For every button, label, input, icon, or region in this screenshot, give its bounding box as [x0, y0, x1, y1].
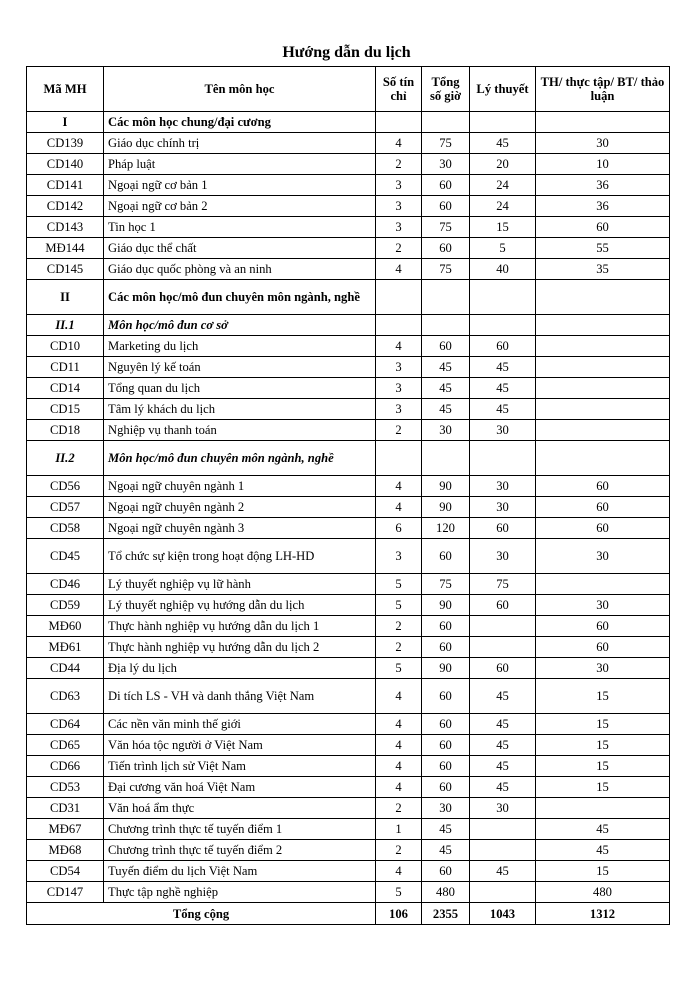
total-theory: 1043	[470, 903, 536, 925]
cell-code: CD145	[27, 259, 104, 280]
table-header	[27, 67, 670, 112]
cell-credits: 3	[376, 357, 422, 378]
cell-code: CD142	[27, 196, 104, 217]
cell-total-hours: 60	[422, 861, 470, 882]
cell-code: CD59	[27, 595, 104, 616]
cell-credits: 4	[376, 735, 422, 756]
cell-credits	[376, 112, 422, 133]
cell-code: CD56	[27, 476, 104, 497]
cell-course-name: Đại cương văn hoá Việt Nam	[104, 777, 376, 798]
cell-theory: 45	[470, 679, 536, 714]
cell-total-hours	[422, 280, 470, 315]
table-row	[27, 756, 670, 777]
cell-course-name: Môn học/mô đun chuyên môn ngành, nghề	[104, 441, 376, 476]
cell-total-hours: 60	[422, 336, 470, 357]
cell-credits: 4	[376, 679, 422, 714]
cell-course-name: Tuyến điểm du lịch Việt Nam	[104, 861, 376, 882]
cell-total-hours: 60	[422, 539, 470, 574]
cell-course-name: Thực hành nghiệp vụ hướng dẫn du lịch 1	[104, 616, 376, 637]
cell-code: CD54	[27, 861, 104, 882]
cell-theory: 60	[470, 336, 536, 357]
cell-code: CD46	[27, 574, 104, 595]
cell-practice	[536, 441, 670, 476]
cell-total-hours: 60	[422, 238, 470, 259]
cell-total-hours: 60	[422, 735, 470, 756]
cell-theory: 20	[470, 154, 536, 175]
cell-credits: 1	[376, 819, 422, 840]
cell-practice	[536, 336, 670, 357]
cell-code: CD66	[27, 756, 104, 777]
cell-theory: 45	[470, 357, 536, 378]
cell-course-name: Tiến trình lịch sử Việt Nam	[104, 756, 376, 777]
cell-practice: 55	[536, 238, 670, 259]
cell-theory	[470, 112, 536, 133]
table-row	[27, 196, 670, 217]
header-theory: Lý thuyết	[470, 67, 536, 112]
cell-total-hours	[422, 112, 470, 133]
cell-theory: 75	[470, 574, 536, 595]
cell-theory: 45	[470, 714, 536, 735]
cell-credits: 3	[376, 217, 422, 238]
cell-theory: 5	[470, 238, 536, 259]
cell-course-name: Pháp luật	[104, 154, 376, 175]
cell-total-hours: 30	[422, 420, 470, 441]
cell-total-hours: 75	[422, 574, 470, 595]
table-body	[27, 112, 670, 903]
cell-total-hours: 30	[422, 154, 470, 175]
cell-code: CD31	[27, 798, 104, 819]
cell-theory: 60	[470, 658, 536, 679]
table-row	[27, 336, 670, 357]
cell-course-name: Chương trình thực tế tuyến điểm 1	[104, 819, 376, 840]
table-row	[27, 595, 670, 616]
cell-course-name: Ngoại ngữ cơ bản 1	[104, 175, 376, 196]
cell-credits: 2	[376, 420, 422, 441]
cell-total-hours: 90	[422, 595, 470, 616]
cell-credits: 4	[376, 476, 422, 497]
cell-course-name: Ngoại ngữ chuyên ngành 3	[104, 518, 376, 539]
total-label: Tổng cộng	[27, 903, 376, 925]
table-row	[27, 714, 670, 735]
cell-theory: 30	[470, 798, 536, 819]
cell-credits	[376, 280, 422, 315]
cell-practice	[536, 315, 670, 336]
table-row	[27, 735, 670, 756]
cell-credits	[376, 441, 422, 476]
table-row	[27, 518, 670, 539]
cell-total-hours: 45	[422, 399, 470, 420]
cell-practice: 36	[536, 175, 670, 196]
table-row	[27, 574, 670, 595]
cell-code: II.2	[27, 441, 104, 476]
cell-practice: 15	[536, 777, 670, 798]
cell-course-name: Môn học/mô đun cơ sở	[104, 315, 376, 336]
cell-course-name: Địa lý du lịch	[104, 658, 376, 679]
table-row	[27, 476, 670, 497]
cell-credits: 6	[376, 518, 422, 539]
cell-course-name: Văn hóa tộc người ở Việt Nam	[104, 735, 376, 756]
cell-theory: 45	[470, 777, 536, 798]
cell-practice: 60	[536, 497, 670, 518]
table-row	[27, 175, 670, 196]
cell-practice: 60	[536, 476, 670, 497]
cell-practice: 15	[536, 756, 670, 777]
cell-practice: 30	[536, 133, 670, 154]
cell-total-hours: 90	[422, 476, 470, 497]
cell-code: CD45	[27, 539, 104, 574]
cell-code: II.1	[27, 315, 104, 336]
cell-practice: 45	[536, 840, 670, 861]
total-practice: 1312	[536, 903, 670, 925]
cell-code: CD14	[27, 378, 104, 399]
cell-practice: 480	[536, 882, 670, 903]
table-row	[27, 658, 670, 679]
cell-practice	[536, 574, 670, 595]
cell-code: I	[27, 112, 104, 133]
cell-code: CD141	[27, 175, 104, 196]
cell-total-hours: 45	[422, 840, 470, 861]
header-name: Tên môn học	[104, 67, 376, 112]
table-row	[27, 420, 670, 441]
table-row	[27, 861, 670, 882]
cell-total-hours: 120	[422, 518, 470, 539]
cell-total-hours: 45	[422, 357, 470, 378]
cell-code: CD139	[27, 133, 104, 154]
cell-practice	[536, 399, 670, 420]
cell-course-name: Giáo dục chính trị	[104, 133, 376, 154]
cell-credits: 4	[376, 497, 422, 518]
cell-course-name: Lý thuyết nghiệp vụ lữ hành	[104, 574, 376, 595]
table-row	[27, 399, 670, 420]
table-row	[27, 154, 670, 175]
table-row	[27, 679, 670, 714]
table-row	[27, 133, 670, 154]
cell-practice: 36	[536, 196, 670, 217]
cell-practice: 30	[536, 595, 670, 616]
cell-total-hours	[422, 441, 470, 476]
cell-practice	[536, 280, 670, 315]
cell-total-hours: 45	[422, 378, 470, 399]
cell-practice	[536, 357, 670, 378]
total-row	[27, 903, 670, 925]
subsection-row	[27, 441, 670, 476]
cell-course-name: Chương trình thực tế tuyến điểm 2	[104, 840, 376, 861]
table-row	[27, 357, 670, 378]
cell-credits: 4	[376, 259, 422, 280]
cell-credits: 5	[376, 595, 422, 616]
cell-credits: 2	[376, 238, 422, 259]
table-row	[27, 539, 670, 574]
cell-total-hours: 60	[422, 196, 470, 217]
cell-course-name: Giáo dục thể chất	[104, 238, 376, 259]
cell-theory	[470, 819, 536, 840]
cell-credits: 4	[376, 133, 422, 154]
header-total-hours: Tổng số giờ	[422, 67, 470, 112]
cell-credits: 3	[376, 539, 422, 574]
cell-practice: 60	[536, 637, 670, 658]
cell-credits: 2	[376, 840, 422, 861]
cell-code: CD63	[27, 679, 104, 714]
cell-practice: 15	[536, 679, 670, 714]
table-row	[27, 777, 670, 798]
cell-course-name: Tổng quan du lịch	[104, 378, 376, 399]
cell-code: CD57	[27, 497, 104, 518]
cell-total-hours: 60	[422, 637, 470, 658]
cell-theory: 60	[470, 518, 536, 539]
cell-theory	[470, 280, 536, 315]
cell-code: CD10	[27, 336, 104, 357]
cell-total-hours: 75	[422, 133, 470, 154]
cell-course-name: Các nền văn minh thế giới	[104, 714, 376, 735]
cell-code: MĐ144	[27, 238, 104, 259]
table-row	[27, 217, 670, 238]
cell-total-hours: 60	[422, 777, 470, 798]
cell-course-name: Tâm lý khách du lịch	[104, 399, 376, 420]
cell-credits: 2	[376, 616, 422, 637]
cell-total-hours: 90	[422, 658, 470, 679]
cell-theory: 15	[470, 217, 536, 238]
cell-code: MĐ60	[27, 616, 104, 637]
cell-credits: 4	[376, 756, 422, 777]
cell-total-hours: 60	[422, 714, 470, 735]
table-row	[27, 637, 670, 658]
cell-total-hours: 480	[422, 882, 470, 903]
cell-theory	[470, 315, 536, 336]
cell-practice: 15	[536, 714, 670, 735]
cell-credits: 5	[376, 882, 422, 903]
cell-theory: 60	[470, 595, 536, 616]
cell-theory: 30	[470, 476, 536, 497]
cell-course-name: Tổ chức sự kiện trong hoạt động LH-HD	[104, 539, 376, 574]
cell-practice: 15	[536, 735, 670, 756]
cell-code: CD11	[27, 357, 104, 378]
cell-course-name: Ngoại ngữ cơ bản 2	[104, 196, 376, 217]
cell-course-name: Thực tập nghề nghiệp	[104, 882, 376, 903]
cell-code: CD147	[27, 882, 104, 903]
cell-theory	[470, 637, 536, 658]
cell-credits: 4	[376, 714, 422, 735]
cell-theory: 30	[470, 497, 536, 518]
cell-course-name: Thực hành nghiệp vụ hướng dẫn du lịch 2	[104, 637, 376, 658]
curriculum-table	[26, 66, 670, 925]
cell-theory: 24	[470, 196, 536, 217]
cell-practice: 30	[536, 539, 670, 574]
cell-theory: 30	[470, 420, 536, 441]
table-row	[27, 840, 670, 861]
total-hours: 2355	[422, 903, 470, 925]
cell-credits: 5	[376, 574, 422, 595]
cell-theory	[470, 882, 536, 903]
cell-credits: 3	[376, 399, 422, 420]
table-row	[27, 882, 670, 903]
cell-course-name: Giáo dục quốc phòng và an ninh	[104, 259, 376, 280]
cell-practice: 60	[536, 518, 670, 539]
cell-practice: 60	[536, 217, 670, 238]
cell-total-hours: 30	[422, 798, 470, 819]
cell-total-hours: 60	[422, 616, 470, 637]
cell-code: CD65	[27, 735, 104, 756]
cell-credits: 3	[376, 175, 422, 196]
cell-course-name: Lý thuyết nghiệp vụ hướng dẫn du lịch	[104, 595, 376, 616]
subsection-row	[27, 315, 670, 336]
cell-course-name: Ngoại ngữ chuyên ngành 1	[104, 476, 376, 497]
cell-credits: 2	[376, 798, 422, 819]
cell-total-hours: 75	[422, 259, 470, 280]
cell-credits: 4	[376, 861, 422, 882]
cell-course-name: Di tích LS - VH và danh thắng Việt Nam	[104, 679, 376, 714]
table-row	[27, 259, 670, 280]
table-row	[27, 497, 670, 518]
cell-practice: 45	[536, 819, 670, 840]
cell-credits	[376, 315, 422, 336]
cell-theory	[470, 840, 536, 861]
table-row	[27, 798, 670, 819]
cell-code: CD53	[27, 777, 104, 798]
cell-theory: 45	[470, 378, 536, 399]
cell-total-hours	[422, 315, 470, 336]
section-row	[27, 280, 670, 315]
cell-code: MĐ67	[27, 819, 104, 840]
cell-code: II	[27, 280, 104, 315]
cell-code: CD58	[27, 518, 104, 539]
cell-practice	[536, 798, 670, 819]
cell-course-name: Marketing du lịch	[104, 336, 376, 357]
cell-credits: 5	[376, 658, 422, 679]
cell-code: CD15	[27, 399, 104, 420]
cell-theory: 30	[470, 539, 536, 574]
cell-practice: 15	[536, 861, 670, 882]
cell-total-hours: 60	[422, 175, 470, 196]
table-row	[27, 238, 670, 259]
cell-course-name: Các môn học/mô đun chuyên môn ngành, nghề	[104, 280, 376, 315]
cell-code: CD140	[27, 154, 104, 175]
cell-practice: 35	[536, 259, 670, 280]
cell-total-hours: 45	[422, 819, 470, 840]
cell-practice	[536, 112, 670, 133]
cell-practice: 10	[536, 154, 670, 175]
cell-theory: 40	[470, 259, 536, 280]
cell-theory: 24	[470, 175, 536, 196]
header-credits: Số tín chỉ	[376, 67, 422, 112]
table-row	[27, 378, 670, 399]
cell-theory: 45	[470, 756, 536, 777]
cell-credits: 4	[376, 777, 422, 798]
cell-course-name: Tin học 1	[104, 217, 376, 238]
total-credits: 106	[376, 903, 422, 925]
cell-code: CD143	[27, 217, 104, 238]
cell-theory: 45	[470, 861, 536, 882]
header-code: Mã MH	[27, 67, 104, 112]
header-practice: TH/ thực tập/ BT/ thảo luận	[536, 67, 670, 112]
cell-code: CD44	[27, 658, 104, 679]
cell-course-name: Nghiệp vụ thanh toán	[104, 420, 376, 441]
cell-course-name: Các môn học chung/đại cương	[104, 112, 376, 133]
cell-practice: 60	[536, 616, 670, 637]
cell-theory: 45	[470, 133, 536, 154]
cell-practice	[536, 378, 670, 399]
cell-credits: 3	[376, 196, 422, 217]
cell-code: CD64	[27, 714, 104, 735]
cell-course-name: Ngoại ngữ chuyên ngành 2	[104, 497, 376, 518]
table-row	[27, 819, 670, 840]
cell-total-hours: 60	[422, 679, 470, 714]
table-row	[27, 616, 670, 637]
cell-course-name: Nguyên lý kế toán	[104, 357, 376, 378]
cell-credits: 4	[376, 336, 422, 357]
cell-practice	[536, 420, 670, 441]
cell-practice: 30	[536, 658, 670, 679]
cell-total-hours: 60	[422, 756, 470, 777]
cell-credits: 2	[376, 637, 422, 658]
cell-total-hours: 90	[422, 497, 470, 518]
cell-code: CD18	[27, 420, 104, 441]
cell-course-name: Văn hoá ẩm thực	[104, 798, 376, 819]
document-title: Hướng dẫn du lịch	[282, 44, 411, 61]
cell-credits: 2	[376, 154, 422, 175]
cell-code: MĐ61	[27, 637, 104, 658]
cell-code: MĐ68	[27, 840, 104, 861]
cell-theory	[470, 616, 536, 637]
section-row	[27, 112, 670, 133]
cell-total-hours: 75	[422, 217, 470, 238]
cell-theory: 45	[470, 735, 536, 756]
cell-theory: 45	[470, 399, 536, 420]
cell-credits: 3	[376, 378, 422, 399]
cell-theory	[470, 441, 536, 476]
